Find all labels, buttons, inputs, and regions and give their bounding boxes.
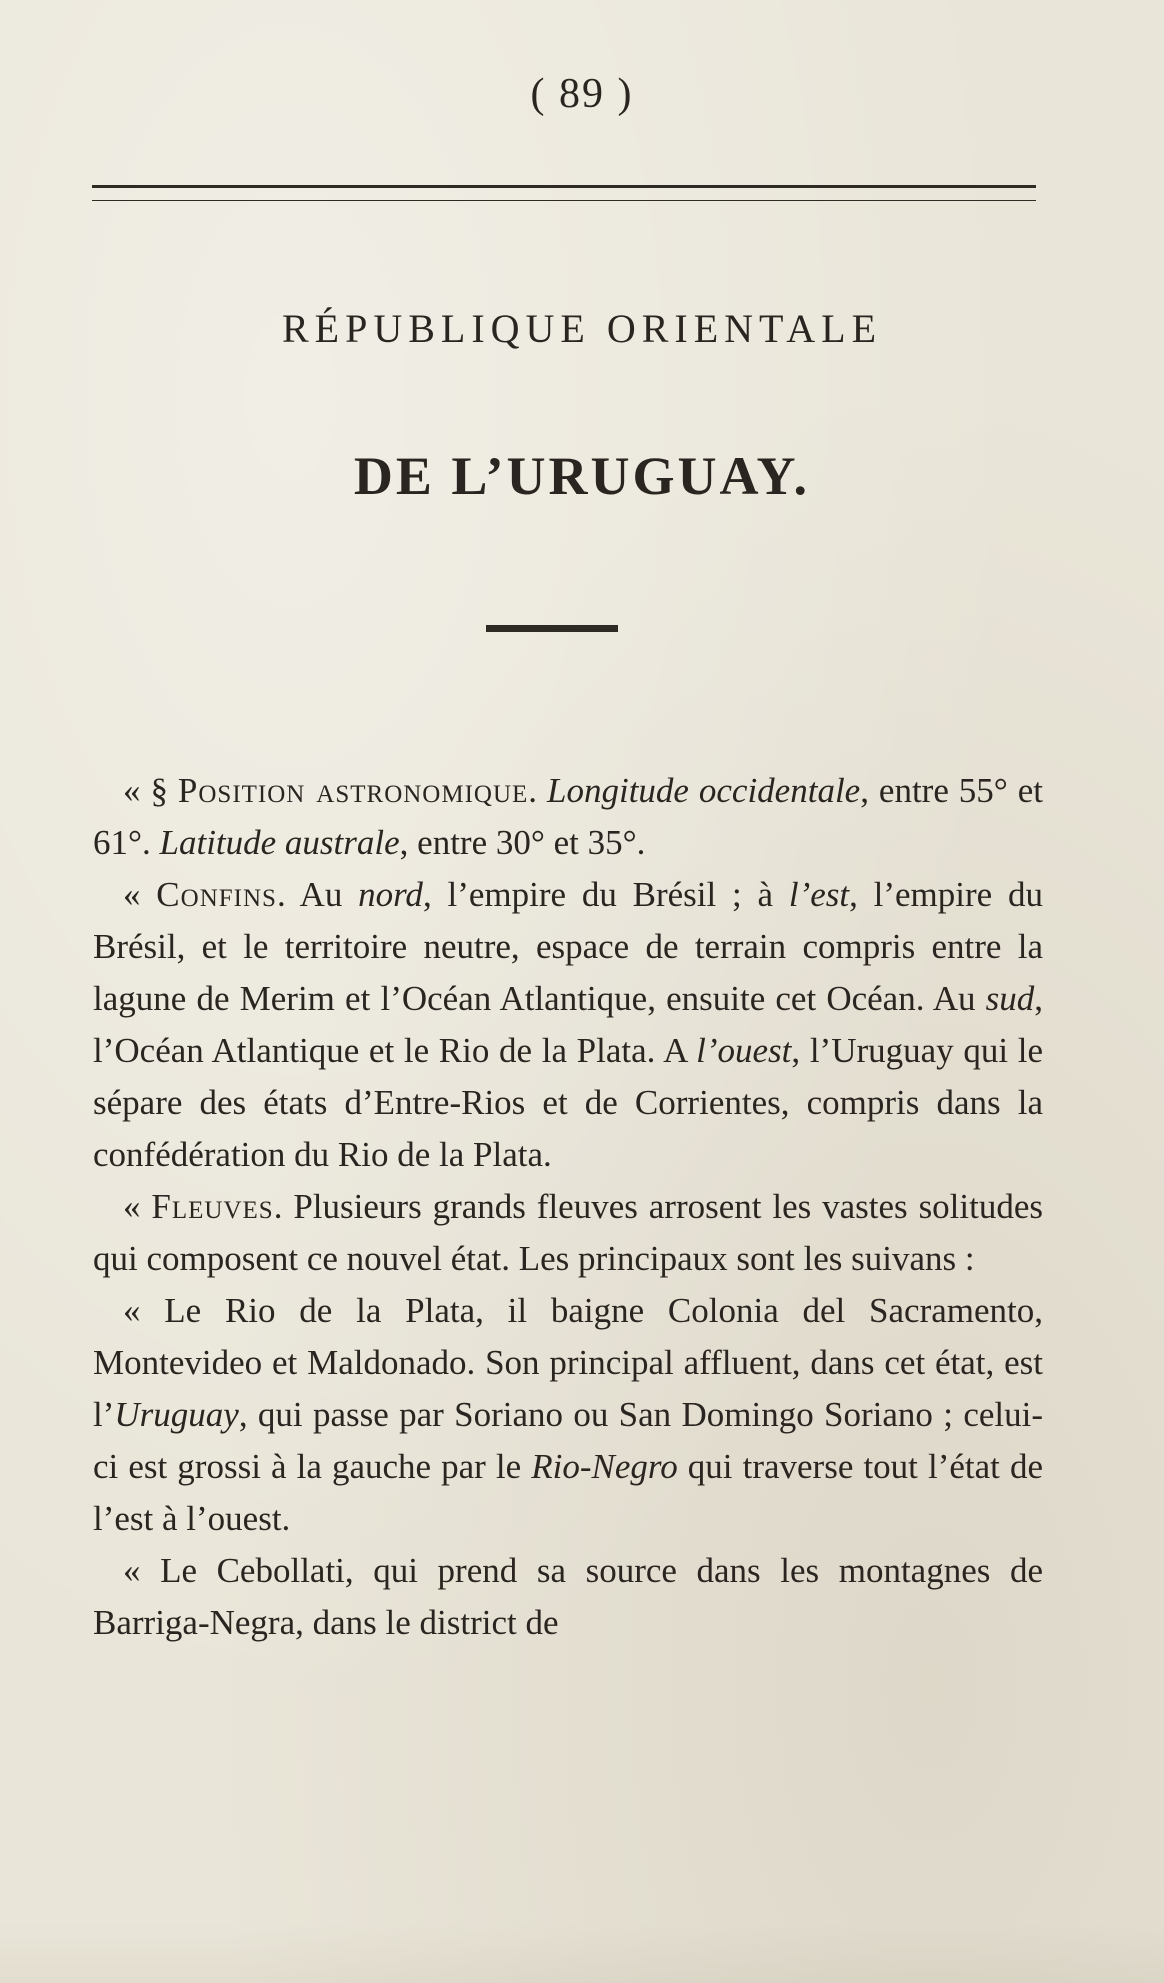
italic-run: Rio-Negro — [531, 1447, 678, 1486]
text-run: , entre 55° et 61°. — [93, 771, 1044, 862]
italic-run: l’est — [788, 875, 850, 914]
text-run: , l’empire du Brésil ; à — [422, 875, 789, 914]
section-label-position: Position astronomique — [177, 771, 529, 810]
page-shading — [0, 1923, 1164, 1983]
quote-mark: « — [123, 875, 157, 914]
text-run: qui traverse tout l’état de l’est à l’ouest. — [93, 1447, 1043, 1538]
text-run: . Au — [276, 875, 359, 914]
header-double-rule — [92, 185, 1036, 201]
italic-run: Longitude occidentale — [547, 771, 861, 810]
section-label-confins: Confins — [156, 875, 277, 914]
text-run: . Plusieurs grands fleuves arrosent les vastes solitudes qui composent ce nouvel état. Les principaux sont les suivans : — [93, 1187, 1044, 1278]
title-line-1: RÉPUBLIQUE ORIENTALE — [281, 306, 883, 351]
section-label-fleuves: Fleuves — [151, 1187, 274, 1226]
paragraph-confins — [93, 869, 1043, 1181]
paragraph-fleuves — [93, 1181, 1043, 1285]
text-run: « Le Rio de la Plata, il baigne Colonia del Sacramento, Montevideo et Maldonado. Son principal affluent, dans cet état, est l’ — [93, 1291, 1043, 1434]
italic-run: sud — [985, 979, 1035, 1018]
italic-run: Uruguay — [114, 1395, 239, 1434]
quote-mark: « § — [123, 771, 178, 810]
title-separator-rule — [486, 625, 618, 632]
text-run: « Le Cebollati, qui prend sa source dans les montagnes de Barriga-Negra, dans le district de — [93, 1551, 1043, 1642]
italic-run: Latitude australe — [159, 823, 400, 862]
body-text — [93, 765, 1043, 1649]
text-run: , l’empire du Brésil, et le territoire neutre, espace de terrain compris entre la lagune de Merim et l’Océan Atlantique, ensuite cet Océan. Au — [93, 875, 1043, 1018]
text-run: , l’Uruguay qui le sépare des états d’Entre-Rios et de Corrientes, compris dans la confédération du Rio de la Plata. — [93, 1031, 1043, 1174]
text-run: . — [528, 771, 547, 810]
paragraph-rio-de-la-plata — [93, 1285, 1043, 1545]
quote-mark: « — [123, 1187, 152, 1226]
italic-run: nord — [358, 875, 423, 914]
italic-run: l’ouest — [696, 1031, 792, 1070]
page-number: ( 89 ) — [530, 71, 634, 117]
paragraph-position — [93, 765, 1043, 869]
title-line-2: DE L’URUGUAY. — [353, 446, 811, 506]
paragraph-cebollati — [93, 1545, 1043, 1649]
text-run: , qui passe par Soriano ou San Domingo Soriano ; celui-ci est grossi à la gauche par le — [93, 1395, 1043, 1486]
text-run: , l’Océan Atlantique et le Rio de la Plata. A — [93, 979, 1043, 1070]
text-run: , entre 30° et 35°. — [399, 823, 646, 862]
